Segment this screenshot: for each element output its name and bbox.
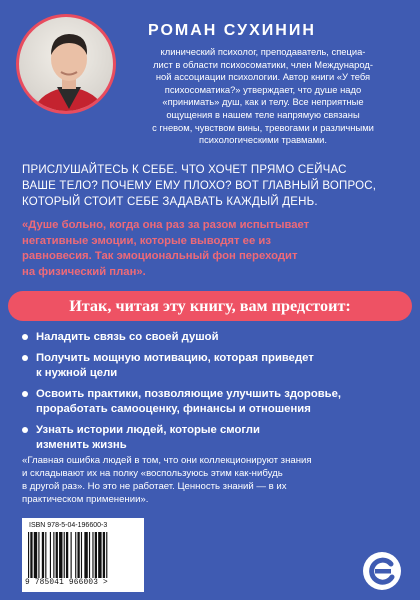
- lead-line: ВАШЕ ТЕЛО? ПОЧЕМУ ЕМУ ПЛОХО? ВОТ ГЛАВНЫЙ ВОПРОС,: [22, 180, 377, 192]
- quote-line: на физический план».: [22, 265, 146, 278]
- benefits-list: [22, 330, 412, 459]
- barcode-icon: [28, 532, 138, 578]
- list-item-text: к нужной цели: [36, 367, 118, 379]
- footer-quote-line: практическом применении».: [22, 494, 149, 505]
- bio-line: клинический психолог, преподаватель, специа-: [160, 46, 366, 57]
- quote-line: равновесия. Так эмоциональный фон переходит: [22, 250, 298, 262]
- isbn-label: ISBN 978-5-04-196600-3: [29, 522, 108, 529]
- bio-line: «принимать» душ, как и телу. Все неприятные: [162, 96, 364, 108]
- bullet-dot-icon: [22, 355, 28, 361]
- list-item: [22, 330, 412, 345]
- highlight-quote: [22, 218, 407, 280]
- bullet-dot-icon: [22, 391, 28, 397]
- banner-text: Итак, читая эту книгу, вам предстоит:: [69, 296, 351, 315]
- lead-line: ПРИСЛУШАЙТЕСЬ К СЕБЕ. ЧТО ХОЧЕТ ПРЯМО СЕЙЧАС: [22, 164, 347, 176]
- bio-line: психосоматика?» утверждает, что душе надо: [164, 83, 362, 95]
- footer-quote: [22, 454, 402, 506]
- list-item: [22, 423, 412, 453]
- list-item: [22, 351, 412, 381]
- footer-quote-line: и складывают их на полку «воспользуюсь этим как-нибудь: [22, 468, 283, 479]
- author-photo: [16, 14, 116, 114]
- list-item-text: Наладить связь со своей душой: [36, 331, 219, 343]
- bio-line: ной ассоциации психологии. Автор книги «У тебя: [155, 71, 371, 83]
- lead-line: КОТОРЫЙ СТОИТ СЕБЕ ЗАДАВАТЬ КАЖДЫЙ ДЕНЬ.: [22, 196, 318, 208]
- bio-line: психологическими травмами.: [199, 134, 327, 146]
- list-item-text: проработать самооценку, финансы и отношения: [36, 403, 311, 415]
- list-item-text: Освоить практики, позволяющие улучшить здоровье,: [36, 388, 342, 400]
- eksmo-logo-icon: [362, 551, 402, 591]
- bio-line: с гневом, чувством вины, тревогами и различными: [152, 121, 374, 133]
- barcode-digits: 9 785041 966003 >: [25, 579, 108, 587]
- quote-line: негативные эмоции, которые выводят ее из: [22, 234, 271, 247]
- author-portrait-icon: [19, 17, 116, 114]
- author-name: РОМАН СУХИНИН: [148, 22, 316, 39]
- list-item-text: изменить жизнь: [36, 439, 127, 451]
- footer-quote-line: «Главная ошибка людей в том, что они коллекционируют знания: [22, 455, 312, 466]
- lead-paragraph: [22, 162, 407, 210]
- bullet-dot-icon: [22, 427, 28, 433]
- benefits-banner: [8, 291, 412, 321]
- quote-line: «Душе больно, когда она раз за разом испытывает: [22, 219, 310, 231]
- bio-line: лист в области психосоматики, член Международ-: [153, 58, 373, 70]
- list-item-text: Узнать истории людей, которые смогли: [36, 424, 260, 436]
- bullet-dot-icon: [22, 334, 28, 340]
- barcode-block: [22, 518, 144, 592]
- footer-quote-line: в другой раз». Но это не работает. Ценность знаний — в их: [22, 481, 287, 492]
- bio-line: ощущения в нашем теле напрямую связаны: [166, 108, 360, 120]
- list-item-text: Получить мощную мотивацию, которая приведет: [36, 352, 314, 364]
- list-item: [22, 387, 412, 417]
- author-bio: [118, 46, 408, 147]
